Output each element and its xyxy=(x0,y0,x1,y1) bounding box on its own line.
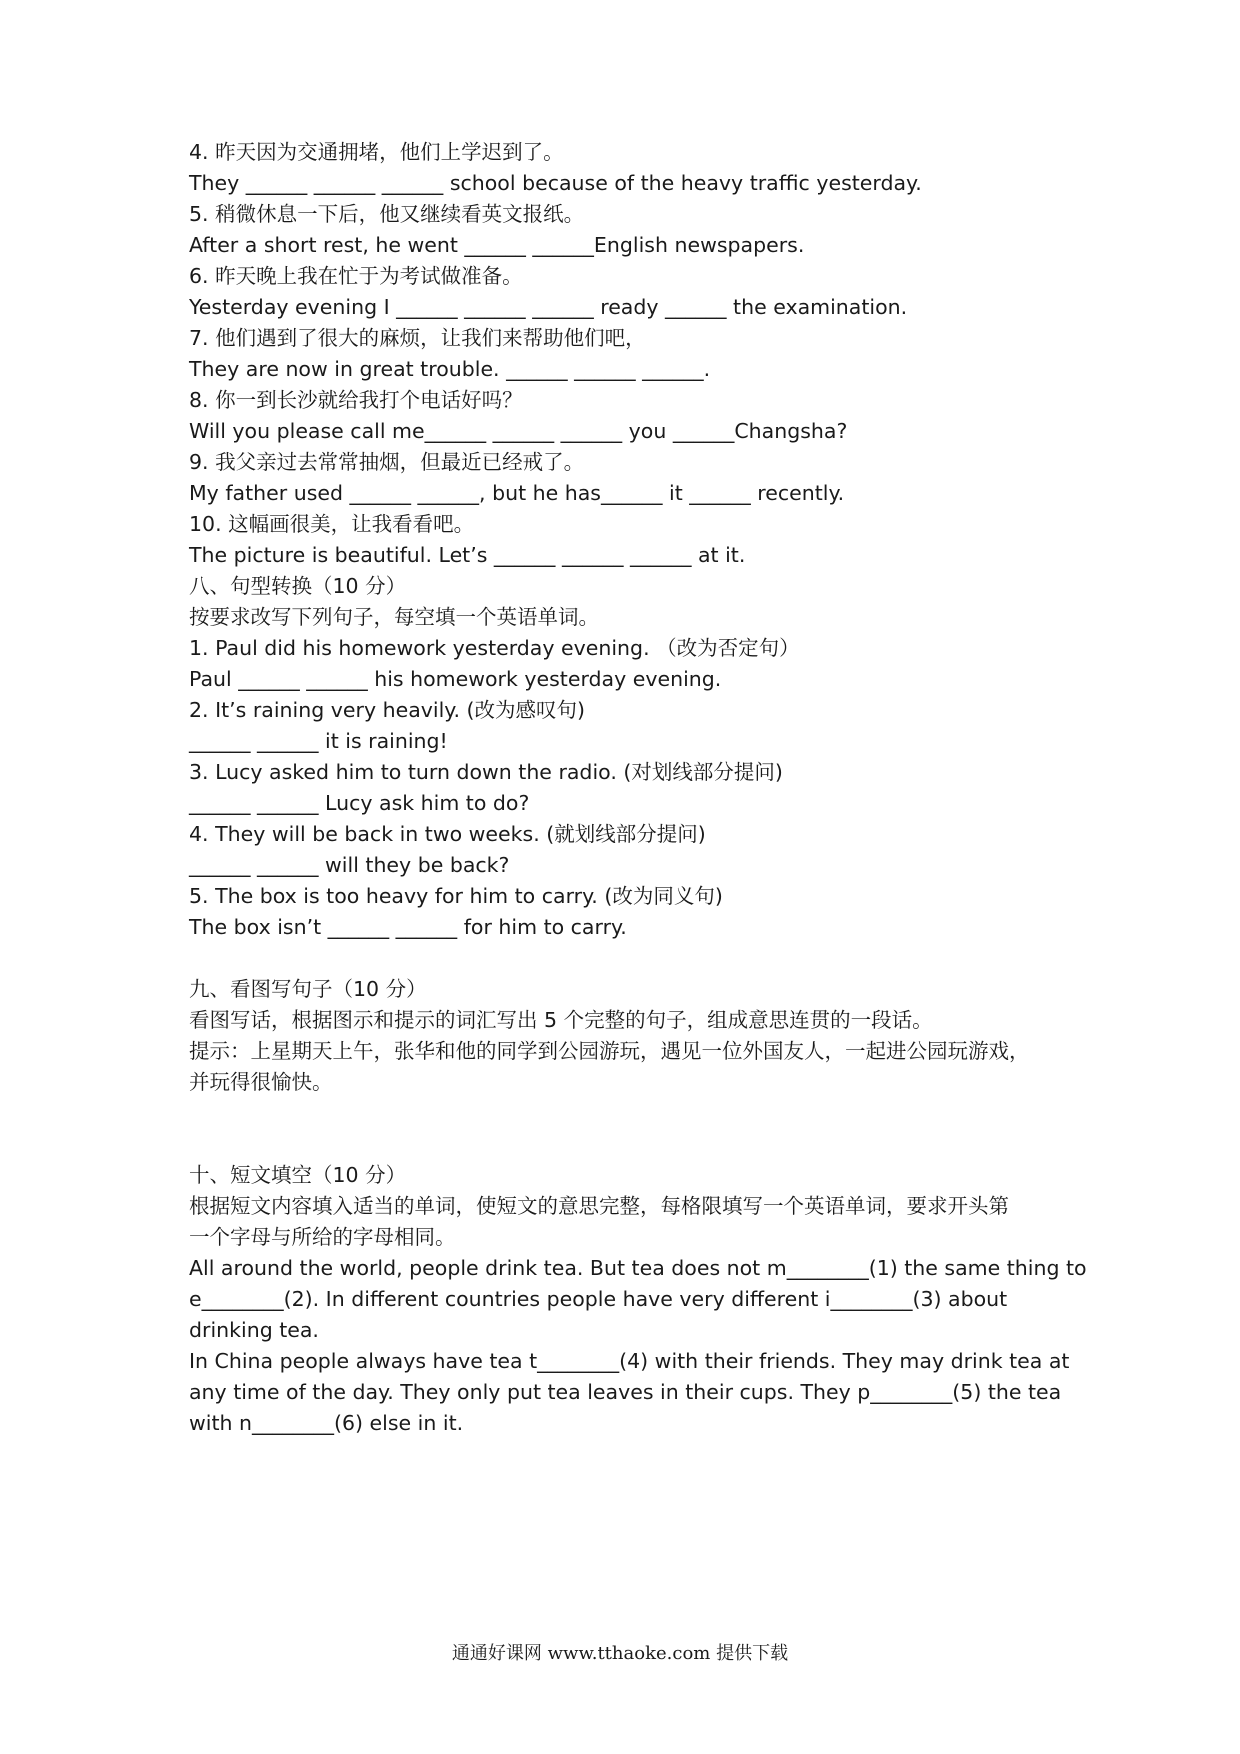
section-8-item-1-question: 1. Paul did his homework yesterday evening. （改为否定句） xyxy=(189,636,800,660)
section-8-instruction: 按要求改写下列句子，每空填一个英语单词。 xyxy=(189,605,599,629)
passage-line: with n________(6) else in it. xyxy=(189,1411,464,1435)
section-9-hint: 提示：上星期天上午，张华和他的同学到公园游玩，遇见一位外国友人，一起进公园玩游戏， xyxy=(189,1039,1030,1063)
section-8-item-4-question: 4. They will be back in two weeks. (就划线部分提问) xyxy=(189,822,706,846)
section-9-hint-continued: 并玩得很愉快。 xyxy=(189,1070,333,1094)
translation-item-9-en: My father used ______ ______, but he has______ it ______ recently. xyxy=(189,481,845,505)
section-10-instruction-continued: 一个字母与所给的字母相同。 xyxy=(189,1225,456,1249)
section-8-item-5-question: 5. The box is too heavy for him to carry. (改为同义句) xyxy=(189,884,723,908)
passage-line: drinking tea. xyxy=(189,1318,319,1342)
section-8-item-2-question: 2. It’s raining very heavily. (改为感叹句) xyxy=(189,698,586,722)
passage-line: any time of the day. They only put tea leaves in their cups. They p________(5) the tea xyxy=(189,1380,1062,1404)
translation-item-4-cn: 4. 昨天因为交通拥堵，他们上学迟到了。 xyxy=(189,140,564,164)
section-8-title: 八、句型转换（10 分） xyxy=(189,574,407,598)
translation-item-6-cn: 6. 昨天晚上我在忙于为考试做准备。 xyxy=(189,264,523,288)
section-9-instruction: 看图写话，根据图示和提示的词汇写出 5 个完整的句子，组成意思连贯的一段话。 xyxy=(189,1008,933,1032)
translation-item-9-cn: 9. 我父亲过去常常抽烟，但最近已经戒了。 xyxy=(189,450,585,474)
page-footer: 通通好课网 www.tthaoke.com 提供下载 xyxy=(451,1643,789,1664)
section-8-item-5-answer: The box isn’t ______ ______ for him to carry. xyxy=(189,915,627,939)
passage-line: In China people always have tea t________(4) with their friends. They may drink tea at xyxy=(189,1349,1070,1373)
translation-item-8-en: Will you please call me______ ______ ______ you ______Changsha? xyxy=(189,419,848,443)
translation-item-10-en: The picture is beautiful. Let’s ______ ______ ______ at it. xyxy=(189,543,746,567)
translation-item-7-cn: 7. 他们遇到了很大的麻烦，让我们来帮助他们吧， xyxy=(189,326,646,350)
section-8-item-3-answer: ______ ______ Lucy ask him to do? xyxy=(189,791,530,815)
section-8-item-2-answer: ______ ______ it is raining! xyxy=(189,729,448,753)
translation-item-7-en: They are now in great trouble. ______ ______ ______. xyxy=(189,357,711,381)
translation-item-8-cn: 8. 你一到长沙就给我打个电话好吗？ xyxy=(189,388,523,412)
passage-line: All around the world, people drink tea. But tea does not m________(1) the same thing to xyxy=(189,1256,1087,1280)
section-8-item-4-answer: ______ ______ will they be back? xyxy=(189,853,510,877)
section-10-instruction: 根据短文内容填入适当的单词，使短文的意思完整，每格限填写一个英语单词，要求开头第 xyxy=(189,1194,1009,1218)
section-9-title: 九、看图写句子（10 分） xyxy=(189,977,427,1001)
section-10-title: 十、短文填空（10 分） xyxy=(189,1163,407,1187)
passage-line: e________(2). In different countries people have very different i________(3) about xyxy=(189,1287,1008,1311)
translation-item-10-cn: 10. 这幅画很美，让我看看吧。 xyxy=(189,512,475,536)
section-8-item-3-question: 3. Lucy asked him to turn down the radio. (对划线部分提问) xyxy=(189,760,783,784)
section-8-item-1-answer: Paul ______ ______ his homework yesterday evening. xyxy=(189,667,722,691)
translation-item-6-en: Yesterday evening I ______ ______ ______ ready ______ the examination. xyxy=(189,295,908,319)
translation-item-5-en: After a short rest, he went ______ ______English newspapers. xyxy=(189,233,805,257)
translation-item-5-cn: 5. 稍微休息一下后，他又继续看英文报纸。 xyxy=(189,202,585,226)
translation-item-4-en: They ______ ______ ______ school because of the heavy traffic yesterday. xyxy=(189,171,922,195)
